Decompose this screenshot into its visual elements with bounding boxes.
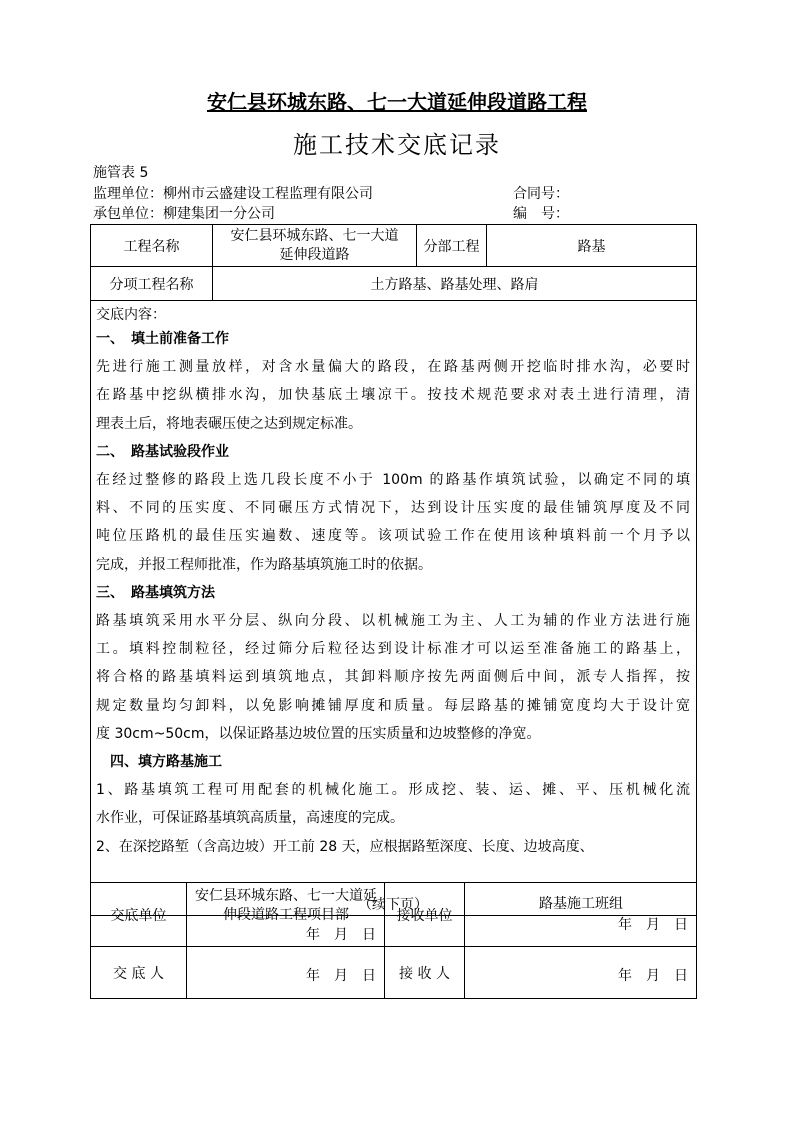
disclosure-table: [90, 224, 697, 916]
project-name-value: [213, 225, 417, 267]
content-line: 吨位压路机的最佳压实遍数、速度等。该项试验工作在使用该种填料前一个月予以: [96, 528, 690, 545]
serial-number-label: 编 号：: [513, 206, 569, 222]
content-line: 理表土后，将地表碾压使之达到规定标准。: [96, 415, 362, 432]
receive-unit-name: 路基施工班组: [539, 896, 623, 912]
section-heading: 二、 路基试验段作业: [96, 443, 229, 460]
section-heading: 一、 填土前准备工作: [96, 331, 229, 347]
content-line: 将合格的路基填料运到填筑地点，其卸料顺序按先两面侧后中间，派专人指挥，按: [96, 669, 690, 686]
disclosure-content: [91, 301, 697, 916]
document-title: 施工技术交底记录: [293, 131, 501, 159]
section-heading: 四、填方路基施工: [96, 754, 222, 770]
receiver-label: 接 收 人: [385, 947, 465, 999]
receiver-sign-cell: [465, 947, 697, 999]
receive-unit-value: [465, 883, 697, 947]
form-number: 施管表 5: [93, 165, 149, 181]
content-line: 完成，并报工程师批准，作为路基填筑施工时的依据。: [96, 556, 432, 573]
content-line: 2、在深挖路堑（含高边坡）开工前 28 天，应根据路堑深度、长度、边坡高度、: [96, 838, 594, 855]
deliver-unit-label: 交底单位: [91, 883, 187, 947]
receive-unit-label: 接收单位: [385, 883, 465, 947]
deliverer-label: 交 底 人: [91, 947, 187, 999]
receiver-date: 年 月 日: [618, 968, 688, 984]
receive-unit-date: 年 月 日: [618, 917, 688, 933]
division-value: 路基: [487, 225, 697, 267]
subitem-value: 土方路基、路基处理、路肩: [213, 267, 697, 301]
signature-table: [90, 882, 697, 999]
deliverer-sign-cell: [187, 947, 385, 999]
content-line: 先进行施工测量放样，对含水量偏大的路段，在路基两侧开挖临时排水沟，必要时: [96, 359, 690, 376]
content-line: 1、路基填筑工程可用配套的机械化施工。形成挖、装、运、摊、平、压机械化流: [96, 782, 690, 799]
deliverer-date: 年 月 日: [306, 968, 376, 984]
supervisor-unit: 监理单位：柳州市云盛建设工程监理有限公司: [93, 186, 373, 202]
division-label: 分部工程: [417, 225, 487, 267]
deliver-unit-line-2: 伸段道路工程项目部: [223, 907, 349, 923]
continued-note: （续下页）: [358, 897, 428, 913]
content-line: 水作业，可保证路基填筑高质量，高速度的完成。: [96, 810, 404, 827]
content-line: 料、不同的压实度、不同碾压方式情况下，达到设计压实度的最佳铺筑厚度及不同: [96, 500, 690, 517]
section-heading: 三、 路基填筑方法: [96, 584, 215, 601]
content-line: 在经过整修的路段上选几段长度不小于 100m 的路基作填筑试验，以确定不同的填: [96, 472, 690, 488]
project-title: 安仁县环城东路、七一大道延伸段道路工程: [207, 90, 587, 114]
contractor-unit: 承包单位：柳建集团一分公司: [93, 206, 275, 222]
content-intro: 交底内容：: [96, 307, 166, 323]
content-line: 度 30cm~50cm，以保证路基边坡位置的压实质量和边坡整修的净宽。: [96, 725, 541, 742]
deliver-unit-value: [187, 883, 385, 947]
project-name-line-2: 延伸段道路: [279, 246, 350, 263]
deliver-unit-line-1: 安仁县环城东路、七一大道延: [195, 888, 377, 904]
subitem-label: 分项工程名称: [91, 267, 213, 301]
contract-number-label: 合同号：: [513, 186, 569, 202]
deliver-unit-date: 年 月 日: [306, 927, 376, 943]
project-name-label: 工程名称: [91, 225, 213, 267]
content-line: 在路基中挖纵横排水沟，加快基底土壤凉干。按技术规范要求对表土进行清理，清: [96, 387, 690, 404]
content-line: 规定数量均匀卸料，以免影响摊铺厚度和质量。每层路基的摊铺宽度均大于设计宽: [96, 697, 690, 714]
content-line: 路基填筑采用水平分层、纵向分段、以机械施工为主、人工为辅的作业方法进行施: [96, 613, 690, 629]
content-line: 工。填料控制粒径，经过筛分后粒径达到设计标准才可以运至准备施工的路基上，: [96, 641, 690, 658]
project-name-line-1: 安仁县环城东路、七一大道: [230, 227, 399, 244]
